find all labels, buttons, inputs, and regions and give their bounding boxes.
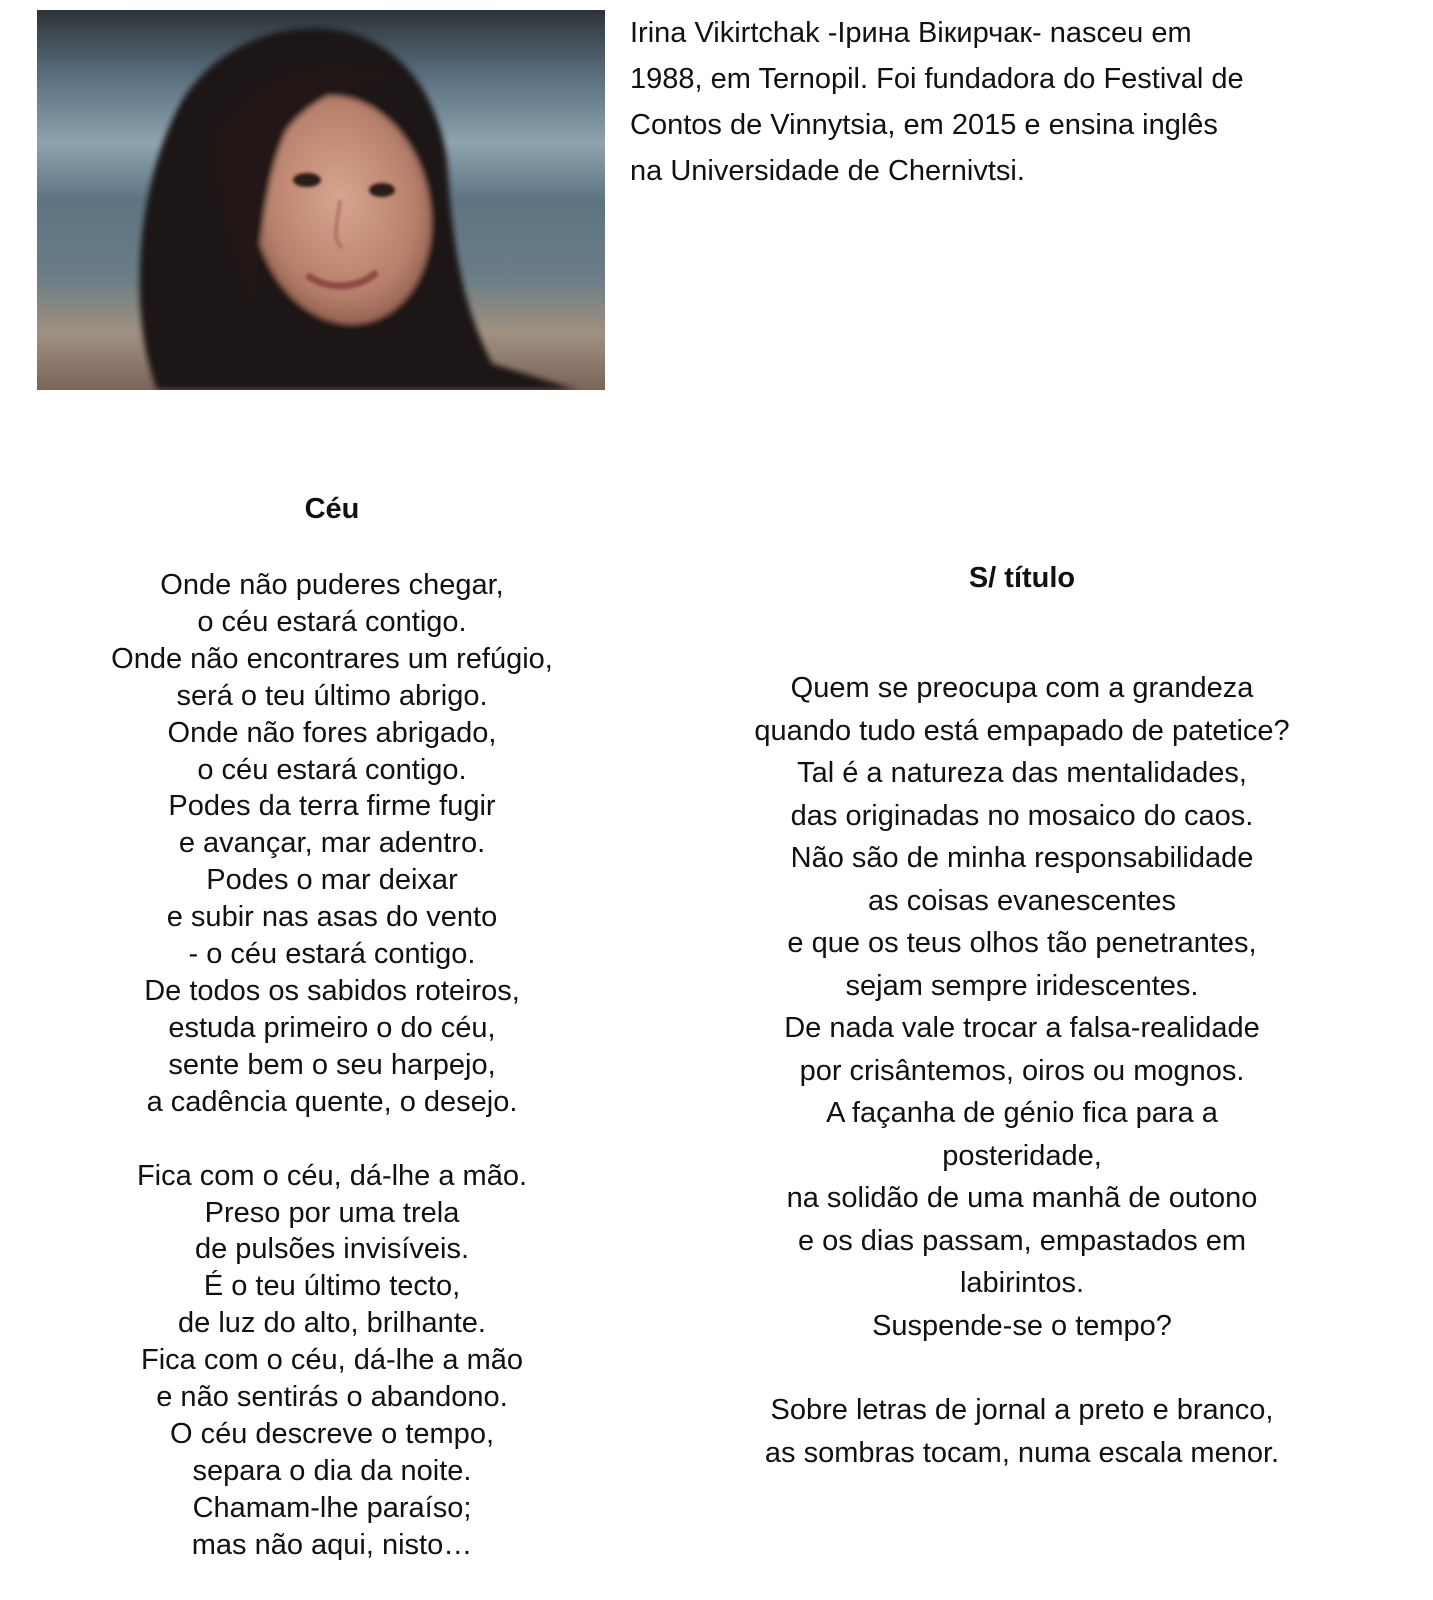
poem-line: Podes da terra firme fugir <box>168 790 496 823</box>
poem-line: Preso por uma trela <box>204 1196 460 1229</box>
poem-line: Tal é a natureza das mentalidades, <box>797 757 1247 789</box>
poem-line: Onde não puderes chegar, <box>160 569 504 601</box>
poem-line: na solidão de uma manhã de outono <box>786 1182 1258 1214</box>
poem-line: quando tudo está empapado de patetice? <box>754 714 1290 747</box>
poem-line: Quem se preocupa com a grandeza <box>790 672 1254 704</box>
author-bio <box>630 10 1370 194</box>
bio-line: Irina Vikirtchak -Ірина Вікирчак- nasceu em <box>630 17 1192 49</box>
poem-line: Fica com o céu, dá-lhe a mão <box>140 1344 523 1377</box>
poem-stanza <box>712 667 1332 1347</box>
poem-line: separa o dia da noite. <box>192 1454 472 1487</box>
poem-line: as coisas evanescentes <box>868 884 1176 917</box>
poem-stanza <box>30 567 634 1121</box>
bio-line: na Universidade de Chernivtsi. <box>630 155 1025 187</box>
poem-line: Chamam-lhe paraíso; <box>192 1491 472 1524</box>
poem-line: Suspende-se o tempo? <box>872 1309 1172 1342</box>
poem-stanza <box>712 1389 1332 1474</box>
poem-line: sejam sempre iridescentes. <box>845 969 1199 1002</box>
poem-line: O céu descreve o tempo, <box>170 1417 494 1450</box>
poem-line: - o céu estará contigo. <box>188 938 476 971</box>
poem-sem-titulo <box>712 557 1332 1474</box>
poem-line: e não sentirás o abandono. <box>156 1381 508 1414</box>
poem-line: Onde não encontrares um refúgio, <box>111 642 553 675</box>
poem-line: Não são de minha responsabilidade <box>790 842 1254 874</box>
poem-stanza <box>30 1158 634 1564</box>
poem-line: e os dias passam, empastados em <box>797 1224 1247 1257</box>
poem-line: e que os teus olhos tão penetrantes, <box>787 927 1257 959</box>
poem-line: Fica com o céu, dá-lhe a mão. <box>136 1159 528 1192</box>
poem-line: e subir nas asas do vento <box>166 901 498 934</box>
poem-line: De nada vale trocar a falsa-realidade <box>784 1012 1260 1044</box>
poem-line: as sombras tocam, numa escala menor. <box>764 1436 1280 1469</box>
poem-line: será o teu último abrigo. <box>176 679 488 712</box>
bio-line: Contos de Vinnytsia, em 2015 e ensina inglês <box>630 109 1218 141</box>
poem-line: o céu estará contigo. <box>197 753 467 786</box>
poem-line: sente bem o seu harpejo, <box>168 1048 496 1081</box>
author-photo <box>37 10 605 390</box>
poem-line: estuda primeiro o do céu, <box>168 1011 496 1044</box>
poem-line: a cadência quente, o desejo. <box>146 1085 518 1118</box>
poem-ceu <box>30 488 634 1564</box>
poem-line: Onde não fores abrigado, <box>167 716 497 749</box>
poem-title: S/ título <box>968 562 1076 594</box>
poem-line: e avançar, mar adentro. <box>178 827 486 860</box>
poem-line: de pulsões invisíveis. <box>194 1233 470 1266</box>
poem-line: De todos os sabidos roteiros, <box>144 974 520 1007</box>
poem-line: Sobre letras de jornal a preto e branco, <box>770 1394 1274 1426</box>
poem-title: Céu <box>304 493 360 525</box>
poem-line: de luz do alto, brilhante. <box>178 1307 486 1340</box>
portrait-photo-icon <box>37 10 605 390</box>
poem-line: É o teu último tecto, <box>203 1270 461 1303</box>
poem-line: mas não aqui, nisto… <box>191 1528 473 1561</box>
poem-line: labirintos. <box>959 1267 1085 1299</box>
poem-line: o céu estará contigo. <box>197 605 467 638</box>
poem-line: das originadas no mosaico do caos. <box>790 799 1254 832</box>
poem-line: A façanha de génio fica para a <box>826 1097 1218 1129</box>
bio-line: 1988, em Ternopil. Foi fundadora do Festival de <box>630 63 1244 95</box>
poem-line: posteridade, <box>942 1139 1102 1172</box>
poem-line: Podes o mar deixar <box>206 864 458 897</box>
poem-line: por crisântemos, oiros ou mognos. <box>799 1054 1245 1087</box>
